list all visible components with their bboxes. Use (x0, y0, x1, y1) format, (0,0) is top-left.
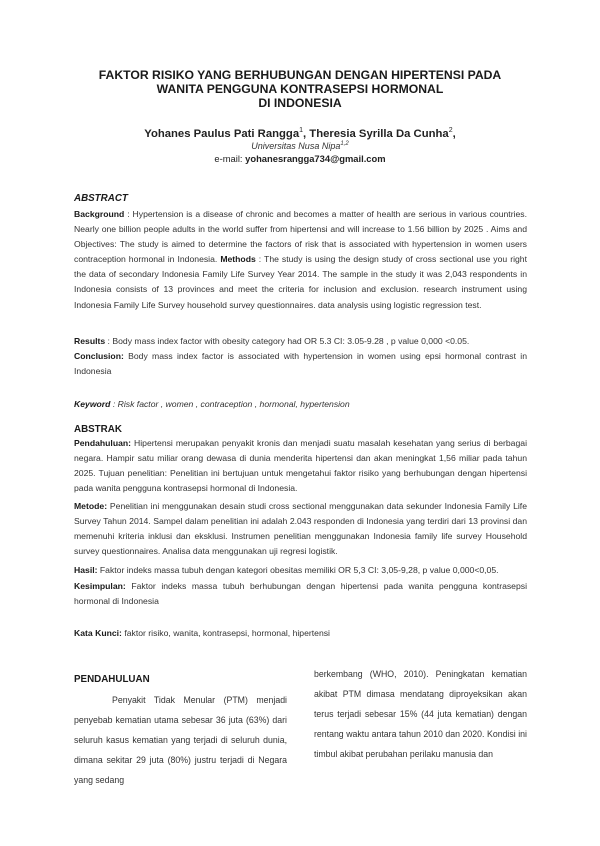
abstrak-heading: ABSTRAK (74, 424, 122, 435)
abstrak-hasil (74, 563, 527, 578)
pendahuluan-text: Hipertensi merupakan penyakit kronis dan menjadi suatu masalah kesehatan yang serius di berbagai negara. Hampir satu miliar orang dewasa di dunia menderita hipertensi dan akan meningkat 1,56 miliar pada tahun 2025. Tujuan penelitian: Penelitian ini bertujuan untuk mengetahui faktor risiko yang berhubungan dengan hipertensi pada wanita pengguna kontrasepsi hormonal di Indonesia. (74, 438, 527, 494)
author-email (60, 153, 540, 165)
pendahuluan-label: Pendahuluan: (74, 438, 132, 448)
abstract-main-paragraph (74, 207, 527, 313)
results-label: Results (74, 336, 106, 346)
metode-label: Metode: (74, 501, 108, 511)
abstrak-metode (74, 499, 527, 559)
affiliation-marker: 1,2 (340, 141, 349, 147)
body-right-column: berkembang (WHO, 2010). Peningkatan kematian akibat PTM dimasa mendatang diproyeksikan akan terus terjadi sebesar 15% (44 juta kematian) dengan rentang waktu antara tahun 2010 dan 2020. Kondisi ini timbul akibat perubahan perilaku manusia dan (314, 669, 527, 759)
abstrak-kata-kunci (74, 626, 527, 641)
conclusion-text: Body mass index factor is associated with hypertension in women using epsi hormonal contrast in Indonesia (74, 351, 527, 377)
affiliation (60, 139, 540, 152)
hasil-text: Faktor indeks massa tubuh dengan kategori obesitas memiliki OR 5,3 CI: 3,05-9,28, p value 0,000<0,05. (97, 565, 499, 575)
author-2-affil-marker: 2 (448, 127, 453, 134)
abstract-heading: ABSTRACT (74, 193, 128, 204)
methods-text: : The study is using the design study of cross sectional use you right the data of secondary Indonesia Family Life Survey Year 2014. The sample in the study it was 2,043 respondents in Indonesia consists of 13 provinces and meet the criteria for inclusion and exclusion. research instrument using Indonesia Family Life Survey household survey questionnaires. data analysis using logistic regression test. (74, 254, 527, 310)
email-address[interactable]: yohanesrangga734@gmail.com (245, 153, 386, 164)
author-trailing-comma: , (452, 127, 456, 140)
abstract-keywords (74, 397, 527, 412)
abstract-conclusion (74, 349, 527, 379)
methods-label: Methods (220, 254, 256, 265)
paper-title (60, 68, 540, 110)
background-text: : Hypertension is a disease of chronic and becomes a matter of health are serious in various countries. Nearly one billion people adults in the world suffer from hipertensi and will increase to 1.56 billion by 2025 . Aims and Objectives: The study is aimed to determine the factors of risk that is associated with hypertension in women users contraception hormonal in Indonesia. (74, 209, 527, 265)
abstract-results (74, 334, 527, 349)
author-1-affil-marker: 1 (299, 127, 304, 134)
kata-kunci-text: faktor risiko, wanita, kontrasepsi, hormonal, hipertensi (121, 628, 330, 638)
kata-kunci-label: Kata Kunci: (74, 628, 122, 638)
kesimpulan-text: Faktor indeks massa tubuh berhubungan dengan hipertensi pada wanita pengguna kontrasepsi hormonal di Indonesia (74, 581, 527, 607)
author-1: Yohanes Paulus Pati Rangga (144, 127, 300, 140)
kesimpulan-label: Kesimpulan: (74, 581, 126, 591)
author-separator: , (303, 127, 310, 140)
metode-text: Penelitian ini menggunakan desain studi cross sectional menggunakan data sekunder Indonesia Family Life Survey Tahun 2014. Sampel dalam penelitian ini adalah 2.043 responden di Indonesia yang terdiri dari 13 provinsi dan memenuhi kriteria inklusi dan eksklusi. Instrumen penelitian menggunakan Indonesia family life survey Household survey questionnaires. Analisa data menggunakan uji regresi logistik. (74, 501, 527, 557)
results-text: : Body mass index factor with obesity category had OR 5.3 CI: 3.05-9.28 , p value 0,000 <0.05. (105, 336, 470, 346)
title-line-2: WANITA PENGGUNA KONTRASEPSI HORMONAL (156, 82, 444, 96)
section-heading-pendahuluan: PENDAHULUAN (74, 674, 150, 685)
title-line-3: DI INDONESIA (258, 96, 342, 110)
email-label: e-mail: (214, 153, 246, 164)
author-2: Theresia Syrilla Da Cunha (309, 127, 449, 140)
conclusion-label: Conclusion: (74, 351, 124, 361)
body-left-column (74, 690, 287, 790)
background-label: Background (74, 209, 125, 219)
abstrak-kesimpulan (74, 579, 527, 609)
hasil-label: Hasil: (74, 565, 98, 575)
abstrak-pendahuluan (74, 436, 527, 496)
affiliation-name: Universitas Nusa Nipa (251, 141, 341, 151)
keyword-text: : Risk factor , women , contraception , hormonal, hypertension (110, 399, 350, 409)
left-column-text: Penyakit Tidak Menular (PTM) menjadi penyebab kematian utama sebesar 36 juta (63%) dari seluruh kasus kematian yang terjadi di seluruh dunia, dimana sekitar 29 juta (80%) justru terjadi di Negara yang sedang (74, 695, 287, 785)
title-line-1: FAKTOR RISIKO YANG BERHUBUNGAN DENGAN HIPERTENSI PADA (98, 68, 502, 82)
keyword-label: Keyword (74, 399, 111, 409)
